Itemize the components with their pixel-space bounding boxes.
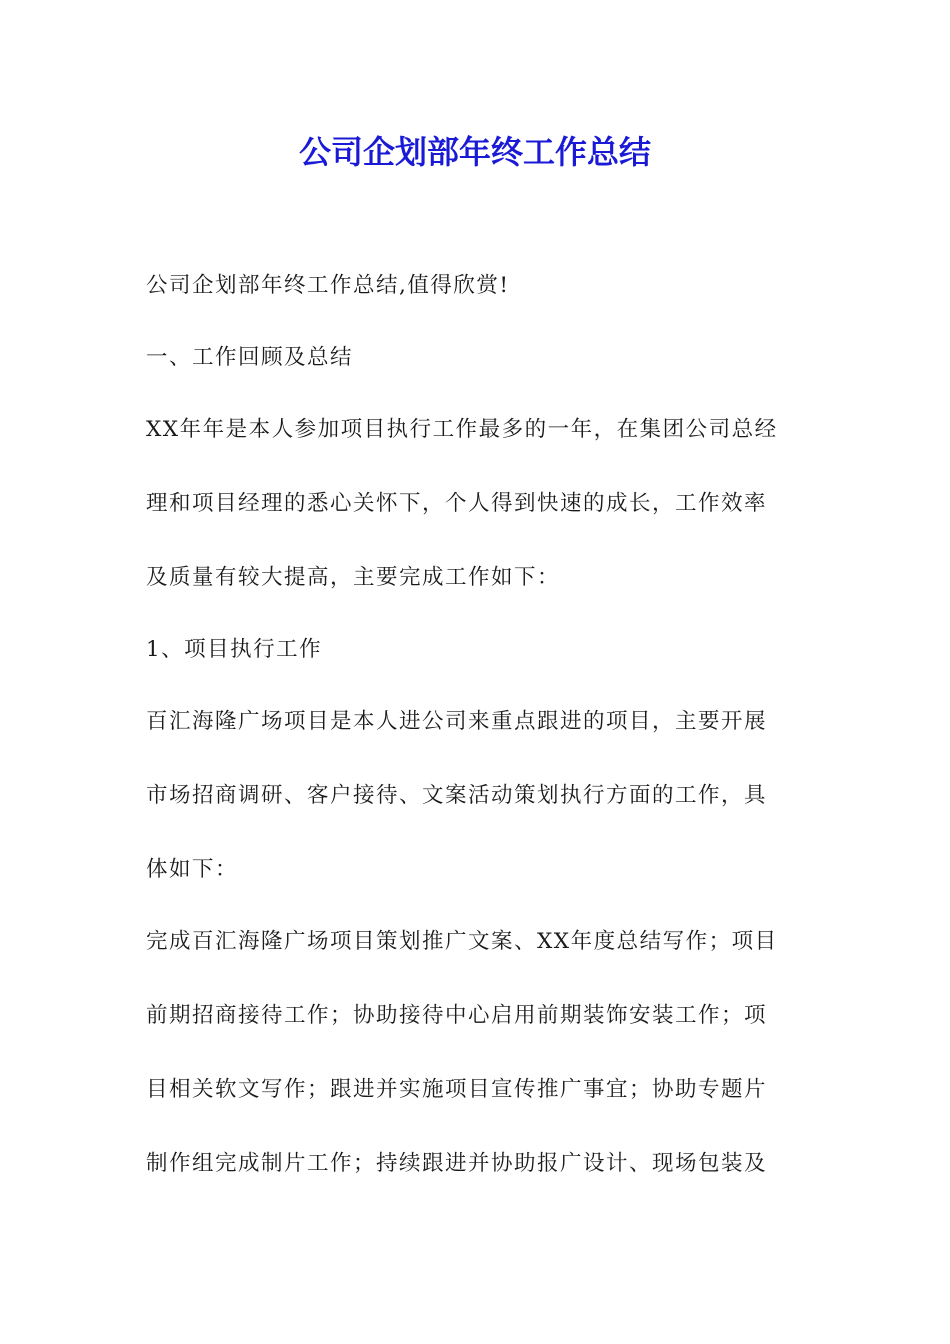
text-line: 及质量有较大提高，主要完成工作如下： — [146, 565, 561, 590]
text-line: 百汇海隆广场项目是本人进公司来重点跟进的项目，主要开展 — [146, 709, 768, 734]
paragraph-intro — [146, 262, 808, 310]
text-line: 市场招商调研、客户接待、文案活动策划执行方面的工作，具 — [146, 783, 768, 808]
text-line: 公司企划部年终工作总结,值得欣赏! — [146, 273, 510, 298]
document-title: 公司企划部年终工作总结 — [298, 133, 651, 171]
text-line: XX年年是本人参加项目执行工作最多的一年，在集团公司总经 — [146, 417, 778, 442]
text-line: 前期招商接待工作；协助接待中心启用前期装饰安装工作；项 — [146, 1003, 768, 1028]
subsection-heading — [146, 626, 808, 674]
text-line: 制作组完成制片工作；持续跟进并协助报广设计、现场包装及 — [146, 1151, 768, 1176]
text-line: 目相关软文写作；跟进并实施项目宣传推广事宜；协助专题片 — [146, 1077, 768, 1102]
text-line: 完成百汇海隆广场项目策划推广文案、XX年度总结写作；项目 — [146, 929, 778, 954]
paragraph-project — [146, 698, 808, 894]
document-body — [146, 262, 808, 1212]
paragraph-review — [146, 406, 808, 602]
text-line: 1、项目执行工作 — [146, 637, 323, 662]
paragraph-tasks — [146, 918, 808, 1188]
text-line: 一、工作回顾及总结 — [146, 345, 354, 370]
text-line: 理和项目经理的悉心关怀下，个人得到快速的成长，工作效率 — [146, 491, 768, 516]
text-line: 体如下： — [146, 857, 239, 882]
section-heading — [146, 334, 808, 382]
